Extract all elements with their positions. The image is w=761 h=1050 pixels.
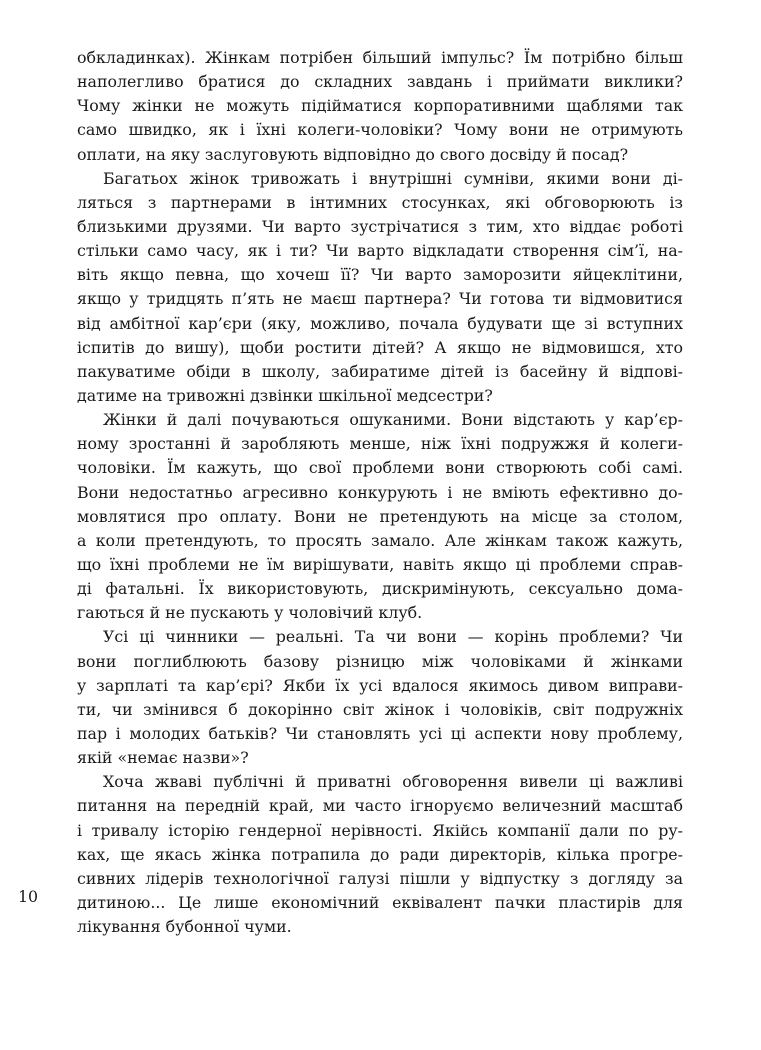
text-line: від амбітної кар’єри (яку, можливо, почала будувати ще зі вступних [77,313,683,333]
text-line: сивних лідерів технологічної галузі пішли у відпустку з догляду за [77,868,683,888]
paragraph-2 [77,167,683,408]
text-line: Чому жінки не можуть підійматися корпоративними щаблями так [77,96,683,116]
text-line: що їхні проблеми не їм вирішувати, навіть якщо ці проблеми справ- [77,554,683,574]
text-line: пакуватиме обіди в школу, забиратиме дітей із басейну й відпові- [77,361,683,381]
text-line: віть якщо певна, що хочеш її? Чи варто заморозити яйцеклітини, [77,265,683,285]
text-line: а коли претендують, то просять замало. Але жінкам також кажуть, [77,530,683,550]
text-line: Вони недостатньо агресивно конкурують і не вміють ефективно до- [77,482,683,502]
text-line: дитиною... Це лише економічний еквівалент пачки пластирів для [77,892,683,912]
text-line: якій «немає назви»? [77,748,249,768]
text-line: ному зростанні й заробляють менше, ніж їхні подружжя й колеги- [77,434,683,454]
text-line: чоловіки. Їм кажуть, що свої проблеми вони створюють собі самі. [77,458,683,478]
text-line: близькими друзями. Чи варто зустрічатися з тим, хто віддає роботі [77,216,683,236]
paragraph-3 [77,408,683,625]
text-line: обкладинках). Жінкам потрібен більший імпульс? Їм потрібно більш [77,48,683,67]
text-line: питання на передній край, ми часто ігноруємо величезний масштаб [77,796,683,816]
text-line: лікування бубонної чуми. [77,917,292,937]
text-line: вони поглиблюють базову різницю між чоловіками й жінками [77,651,683,671]
paragraph-4 [77,625,683,770]
text-line: Жінки й далі почуваються ошуканими. Вони відстають у кар’єр- [103,410,683,430]
page-body [77,46,683,939]
text-line: само швидко, як і їхні колеги-чоловіки? Чому вони не отримують [77,120,683,140]
text-line: Усі ці чинники — реальні. Та чи вони — корінь проблеми? Чи [103,627,683,647]
text-line: і тривалу історію гендерної нерівності. Якійсь компанії дали по ру- [77,820,683,840]
text-line: оплати, на яку заслуговують відповідно до свого досвіду й посад? [77,144,629,164]
text-line: іспитів до вишу), щоби ростити дітей? А якщо не відмовишся, хто [77,337,683,357]
text-line: ляться з партнерами в інтимних стосунках, які обговорюють із [77,192,683,212]
text-line: стільки само часу, як і ти? Чи варто відкладати створення сім’ї, на- [77,241,683,261]
text-line: Хоча жваві публічні й приватні обговорення вивели ці важливі [103,772,683,792]
page-number: 10 [18,887,39,906]
text-line: пар і молодих батьків? Чи становлять усі ці аспекти нову проблему, [77,723,683,743]
text-line: датиме на тривожні дзвінки шкільної медсестри? [77,385,493,405]
text-line: Багатьох жінок тривожать і внутрішні сумніви, якими вони ді- [103,168,683,188]
paragraph-5 [77,770,683,939]
text-line: наполегливо братися до складних завдань і приймати виклики? [77,72,683,92]
text-line: гаються й не пускають у чоловічий клуб. [77,603,423,623]
text-line: у зарплаті та кар’єрі? Якби їх усі вдалося якимось дивом виправи- [77,675,683,695]
text-line: мовлятися про оплату. Вони не претендують на місце за столом, [77,506,683,526]
text-line: ках, ще якась жінка потрапила до ради директорів, кілька прогре- [77,844,683,864]
text-line: ти, чи змінився б докорінно світ жінок і чоловіків, світ подружніх [77,699,683,719]
text-line: ді фатальні. Їх використовують, дискримінують, сексуально дома- [77,579,683,599]
paragraph-1 [77,46,683,167]
text-line: якщо у тридцять п’ять не маєш партнера? Чи готова ти відмовитися [77,289,683,309]
